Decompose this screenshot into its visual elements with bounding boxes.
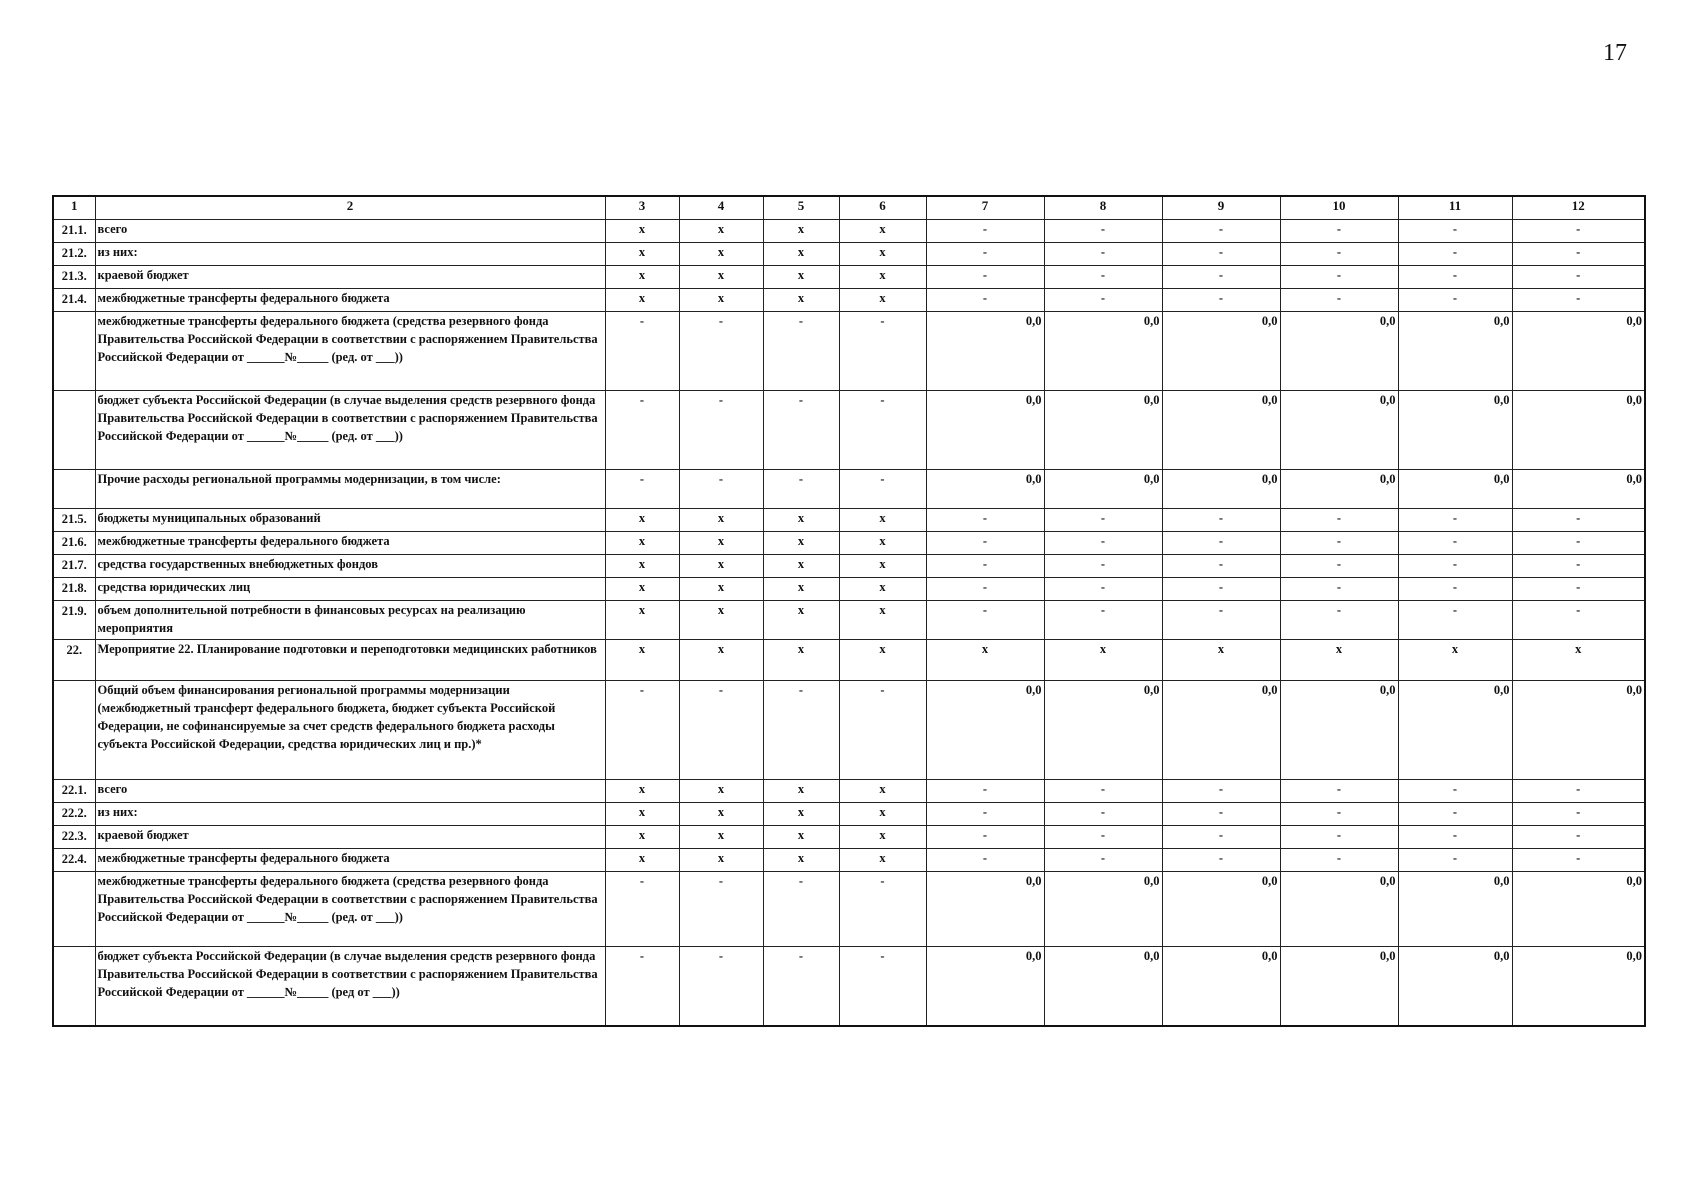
row-number xyxy=(53,470,95,509)
cell-col-12: - xyxy=(1512,803,1645,826)
cell-col-7: - xyxy=(926,243,1044,266)
table-row xyxy=(53,532,1645,555)
cell-col-6: x xyxy=(839,509,926,532)
cell-col-10: - xyxy=(1280,849,1398,872)
cell-col-5: x xyxy=(763,780,839,803)
cell-col-8: - xyxy=(1044,532,1162,555)
table-row xyxy=(53,555,1645,578)
cell-col-6: x xyxy=(839,243,926,266)
cell-col-8: - xyxy=(1044,266,1162,289)
cell-col-3: x xyxy=(605,640,679,681)
cell-col-12: 0,0 xyxy=(1512,681,1645,780)
table-row xyxy=(53,470,1645,509)
cell-col-12: - xyxy=(1512,532,1645,555)
row-number: 22.4. xyxy=(53,849,95,872)
cell-col-3: x xyxy=(605,220,679,243)
cell-col-12: 0,0 xyxy=(1512,312,1645,391)
cell-col-3: x xyxy=(605,803,679,826)
cell-col-7: - xyxy=(926,780,1044,803)
cell-col-3: x xyxy=(605,826,679,849)
cell-col-8: - xyxy=(1044,826,1162,849)
row-number: 22.3. xyxy=(53,826,95,849)
cell-col-3: x xyxy=(605,532,679,555)
cell-col-5: - xyxy=(763,470,839,509)
cell-col-7: - xyxy=(926,601,1044,640)
row-number: 21.5. xyxy=(53,509,95,532)
cell-col-10: - xyxy=(1280,555,1398,578)
row-description: краевой бюджет xyxy=(95,266,605,289)
row-number: 21.1. xyxy=(53,220,95,243)
cell-col-12: - xyxy=(1512,266,1645,289)
cell-col-4: x xyxy=(679,826,763,849)
cell-col-11: - xyxy=(1398,849,1512,872)
cell-col-6: x xyxy=(839,601,926,640)
cell-col-6: - xyxy=(839,470,926,509)
column-header: 3 xyxy=(605,196,679,220)
cell-col-10: - xyxy=(1280,289,1398,312)
cell-col-9: 0,0 xyxy=(1162,391,1280,470)
column-header: 2 xyxy=(95,196,605,220)
cell-col-5: - xyxy=(763,312,839,391)
cell-col-11: - xyxy=(1398,780,1512,803)
cell-col-10: - xyxy=(1280,532,1398,555)
cell-col-3: x xyxy=(605,578,679,601)
cell-col-6: - xyxy=(839,947,926,1027)
cell-col-12: - xyxy=(1512,826,1645,849)
cell-col-5: x xyxy=(763,532,839,555)
cell-col-9: - xyxy=(1162,532,1280,555)
row-number: 21.6. xyxy=(53,532,95,555)
cell-col-4: x xyxy=(679,578,763,601)
table-row xyxy=(53,640,1645,681)
cell-col-11: - xyxy=(1398,578,1512,601)
cell-col-12: - xyxy=(1512,220,1645,243)
cell-col-6: x xyxy=(839,555,926,578)
cell-col-10: - xyxy=(1280,220,1398,243)
cell-col-8: - xyxy=(1044,289,1162,312)
cell-col-7: 0,0 xyxy=(926,947,1044,1027)
cell-col-8: - xyxy=(1044,578,1162,601)
cell-col-3: x xyxy=(605,555,679,578)
cell-col-4: x xyxy=(679,780,763,803)
cell-col-3: - xyxy=(605,681,679,780)
cell-col-4: x xyxy=(679,509,763,532)
table-row xyxy=(53,849,1645,872)
cell-col-9: - xyxy=(1162,849,1280,872)
cell-col-3: x xyxy=(605,509,679,532)
table-row xyxy=(53,391,1645,470)
cell-col-6: x xyxy=(839,266,926,289)
cell-col-5: x xyxy=(763,266,839,289)
cell-col-11: 0,0 xyxy=(1398,872,1512,947)
row-number xyxy=(53,681,95,780)
cell-col-9: - xyxy=(1162,243,1280,266)
table-row xyxy=(53,266,1645,289)
cell-col-9: - xyxy=(1162,555,1280,578)
column-header: 1 xyxy=(53,196,95,220)
cell-col-8: - xyxy=(1044,601,1162,640)
cell-col-6: x xyxy=(839,532,926,555)
cell-col-8: - xyxy=(1044,243,1162,266)
table-row xyxy=(53,243,1645,266)
cell-col-4: - xyxy=(679,470,763,509)
row-description: из них: xyxy=(95,803,605,826)
cell-col-9: - xyxy=(1162,266,1280,289)
cell-col-3: x xyxy=(605,289,679,312)
cell-col-5: - xyxy=(763,391,839,470)
cell-col-10: - xyxy=(1280,578,1398,601)
cell-col-5: x xyxy=(763,640,839,681)
cell-col-4: x xyxy=(679,266,763,289)
cell-col-9: x xyxy=(1162,640,1280,681)
row-description: Мероприятие 22. Планирование подготовки и переподготовки медицинских работников xyxy=(95,640,605,681)
cell-col-3: x xyxy=(605,780,679,803)
cell-col-8: 0,0 xyxy=(1044,681,1162,780)
cell-col-5: - xyxy=(763,872,839,947)
cell-col-7: - xyxy=(926,803,1044,826)
cell-col-5: x xyxy=(763,243,839,266)
row-description: средства юридических лиц xyxy=(95,578,605,601)
row-number: 21.2. xyxy=(53,243,95,266)
row-description: межбюджетные трансферты федерального бюджета (средства резервного фонда Правительства Российской Федерации в соответствии с распоряжением Правительства Российской Федерации от ______№_____ (ред. от ___)) xyxy=(95,312,605,391)
cell-col-10: - xyxy=(1280,780,1398,803)
row-description: всего xyxy=(95,780,605,803)
cell-col-8: 0,0 xyxy=(1044,947,1162,1027)
cell-col-7: 0,0 xyxy=(926,391,1044,470)
cell-col-8: - xyxy=(1044,803,1162,826)
cell-col-3: x xyxy=(605,243,679,266)
row-number xyxy=(53,312,95,391)
cell-col-5: x xyxy=(763,289,839,312)
cell-col-12: - xyxy=(1512,849,1645,872)
cell-col-11: - xyxy=(1398,826,1512,849)
table-row xyxy=(53,947,1645,1027)
table-row xyxy=(53,601,1645,640)
cell-col-10: 0,0 xyxy=(1280,681,1398,780)
cell-col-12: - xyxy=(1512,289,1645,312)
cell-col-6: x xyxy=(839,849,926,872)
cell-col-4: - xyxy=(679,681,763,780)
row-description: краевой бюджет xyxy=(95,826,605,849)
cell-col-4: x xyxy=(679,555,763,578)
cell-col-11: - xyxy=(1398,243,1512,266)
table-row xyxy=(53,826,1645,849)
cell-col-3: - xyxy=(605,312,679,391)
cell-col-9: 0,0 xyxy=(1162,872,1280,947)
cell-col-7: 0,0 xyxy=(926,312,1044,391)
cell-col-11: - xyxy=(1398,220,1512,243)
cell-col-6: - xyxy=(839,872,926,947)
cell-col-9: - xyxy=(1162,509,1280,532)
table-row xyxy=(53,681,1645,780)
cell-col-4: x xyxy=(679,640,763,681)
cell-col-9: - xyxy=(1162,780,1280,803)
row-description: бюджет субъекта Российской Федерации (в случае выделения средств резервного фонда Правительства Российской Федерации в соответствии с распоряжением Правительства Российской Федерации от ______№_____ (ред от ___)) xyxy=(95,947,605,1027)
cell-col-10: 0,0 xyxy=(1280,947,1398,1027)
row-number xyxy=(53,391,95,470)
cell-col-12: - xyxy=(1512,780,1645,803)
cell-col-12: - xyxy=(1512,578,1645,601)
table-row xyxy=(53,578,1645,601)
cell-col-7: - xyxy=(926,849,1044,872)
cell-col-3: - xyxy=(605,470,679,509)
row-description: бюджет субъекта Российской Федерации (в случае выделения средств резервного фонда Правительства Российской Федерации в соответствии с распоряжением Правительства Российской Федерации от ______№_____ (ред. от ___)) xyxy=(95,391,605,470)
cell-col-7: - xyxy=(926,266,1044,289)
cell-col-4: - xyxy=(679,391,763,470)
cell-col-12: - xyxy=(1512,601,1645,640)
cell-col-11: - xyxy=(1398,803,1512,826)
cell-col-4: x xyxy=(679,849,763,872)
cell-col-3: x xyxy=(605,266,679,289)
cell-col-7: - xyxy=(926,578,1044,601)
cell-col-8: 0,0 xyxy=(1044,391,1162,470)
cell-col-4: - xyxy=(679,947,763,1027)
table-row xyxy=(53,509,1645,532)
cell-col-9: - xyxy=(1162,826,1280,849)
cell-col-10: 0,0 xyxy=(1280,470,1398,509)
table-row xyxy=(53,872,1645,947)
row-number: 21.3. xyxy=(53,266,95,289)
cell-col-8: - xyxy=(1044,509,1162,532)
cell-col-8: 0,0 xyxy=(1044,312,1162,391)
row-description: объем дополнительной потребности в финансовых ресурсах на реализацию мероприятия xyxy=(95,601,605,640)
cell-col-7: - xyxy=(926,509,1044,532)
page-number: 17 xyxy=(1603,40,1627,66)
cell-col-7: - xyxy=(926,289,1044,312)
column-header: 11 xyxy=(1398,196,1512,220)
cell-col-9: - xyxy=(1162,803,1280,826)
cell-col-6: x xyxy=(839,289,926,312)
cell-col-11: x xyxy=(1398,640,1512,681)
row-description: Общий объем финансирования региональной программы модернизации (межбюджетный трансферт федерального бюджета, бюджет субъекта Российской Федерации, не софинансируемые за счет средств федерального бюджета расходы субъекта Российской Федерации, средства юридических лиц и пр.)* xyxy=(95,681,605,780)
cell-col-9: - xyxy=(1162,220,1280,243)
column-header: 8 xyxy=(1044,196,1162,220)
cell-col-5: x xyxy=(763,803,839,826)
column-header: 4 xyxy=(679,196,763,220)
cell-col-11: 0,0 xyxy=(1398,681,1512,780)
cell-col-3: x xyxy=(605,849,679,872)
cell-col-3: x xyxy=(605,601,679,640)
cell-col-10: - xyxy=(1280,803,1398,826)
row-number: 21.4. xyxy=(53,289,95,312)
cell-col-12: 0,0 xyxy=(1512,872,1645,947)
cell-col-12: - xyxy=(1512,555,1645,578)
cell-col-4: x xyxy=(679,532,763,555)
row-number xyxy=(53,947,95,1027)
cell-col-5: x xyxy=(763,826,839,849)
column-header: 10 xyxy=(1280,196,1398,220)
cell-col-7: - xyxy=(926,532,1044,555)
cell-col-12: - xyxy=(1512,243,1645,266)
budget-table-container xyxy=(52,195,1644,1027)
column-header: 12 xyxy=(1512,196,1645,220)
cell-col-12: 0,0 xyxy=(1512,391,1645,470)
row-number: 22.1. xyxy=(53,780,95,803)
column-header: 7 xyxy=(926,196,1044,220)
cell-col-5: x xyxy=(763,578,839,601)
cell-col-7: 0,0 xyxy=(926,681,1044,780)
cell-col-5: x xyxy=(763,555,839,578)
cell-col-12: x xyxy=(1512,640,1645,681)
cell-col-6: x xyxy=(839,826,926,849)
cell-col-6: x xyxy=(839,220,926,243)
row-description: всего xyxy=(95,220,605,243)
cell-col-3: - xyxy=(605,947,679,1027)
table-row xyxy=(53,289,1645,312)
cell-col-10: 0,0 xyxy=(1280,391,1398,470)
cell-col-10: 0,0 xyxy=(1280,312,1398,391)
cell-col-10: - xyxy=(1280,266,1398,289)
budget-table xyxy=(52,195,1646,1027)
table-row xyxy=(53,220,1645,243)
cell-col-9: 0,0 xyxy=(1162,681,1280,780)
cell-col-11: 0,0 xyxy=(1398,312,1512,391)
row-description: межбюджетные трансферты федерального бюджета xyxy=(95,289,605,312)
cell-col-6: x xyxy=(839,780,926,803)
table-row xyxy=(53,312,1645,391)
table-row xyxy=(53,780,1645,803)
cell-col-11: - xyxy=(1398,532,1512,555)
row-description: Прочие расходы региональной программы модернизации, в том числе: xyxy=(95,470,605,509)
cell-col-7: - xyxy=(926,826,1044,849)
cell-col-4: x xyxy=(679,601,763,640)
cell-col-4: x xyxy=(679,243,763,266)
cell-col-8: - xyxy=(1044,555,1162,578)
row-number: 22.2. xyxy=(53,803,95,826)
cell-col-11: - xyxy=(1398,509,1512,532)
table-row xyxy=(53,803,1645,826)
cell-col-3: - xyxy=(605,872,679,947)
cell-col-8: - xyxy=(1044,220,1162,243)
cell-col-4: x xyxy=(679,220,763,243)
cell-col-6: x xyxy=(839,803,926,826)
cell-col-11: - xyxy=(1398,266,1512,289)
cell-col-8: 0,0 xyxy=(1044,470,1162,509)
cell-col-5: x xyxy=(763,220,839,243)
cell-col-9: - xyxy=(1162,601,1280,640)
row-description: из них: xyxy=(95,243,605,266)
row-description: бюджеты муниципальных образований xyxy=(95,509,605,532)
cell-col-10: - xyxy=(1280,601,1398,640)
cell-col-6: - xyxy=(839,312,926,391)
cell-col-9: 0,0 xyxy=(1162,947,1280,1027)
cell-col-9: 0,0 xyxy=(1162,470,1280,509)
row-description: межбюджетные трансферты федерального бюджета xyxy=(95,849,605,872)
cell-col-9: - xyxy=(1162,289,1280,312)
cell-col-7: x xyxy=(926,640,1044,681)
cell-col-8: 0,0 xyxy=(1044,872,1162,947)
cell-col-9: - xyxy=(1162,578,1280,601)
cell-col-8: - xyxy=(1044,849,1162,872)
cell-col-7: 0,0 xyxy=(926,872,1044,947)
row-description: средства государственных внебюджетных фондов xyxy=(95,555,605,578)
cell-col-11: 0,0 xyxy=(1398,947,1512,1027)
cell-col-9: 0,0 xyxy=(1162,312,1280,391)
cell-col-11: - xyxy=(1398,289,1512,312)
cell-col-3: - xyxy=(605,391,679,470)
cell-col-11: - xyxy=(1398,555,1512,578)
cell-col-4: x xyxy=(679,289,763,312)
cell-col-10: - xyxy=(1280,826,1398,849)
column-header: 5 xyxy=(763,196,839,220)
row-number xyxy=(53,872,95,947)
cell-col-5: x xyxy=(763,509,839,532)
cell-col-5: - xyxy=(763,681,839,780)
cell-col-11: 0,0 xyxy=(1398,470,1512,509)
row-number: 21.9. xyxy=(53,601,95,640)
cell-col-6: x xyxy=(839,640,926,681)
cell-col-11: 0,0 xyxy=(1398,391,1512,470)
column-header: 6 xyxy=(839,196,926,220)
cell-col-12: - xyxy=(1512,509,1645,532)
row-number: 21.7. xyxy=(53,555,95,578)
cell-col-4: - xyxy=(679,312,763,391)
cell-col-10: - xyxy=(1280,243,1398,266)
cell-col-10: x xyxy=(1280,640,1398,681)
table-body xyxy=(53,196,1645,1026)
column-header: 9 xyxy=(1162,196,1280,220)
row-number: 22. xyxy=(53,640,95,681)
cell-col-11: - xyxy=(1398,601,1512,640)
cell-col-5: - xyxy=(763,947,839,1027)
row-number: 21.8. xyxy=(53,578,95,601)
cell-col-10: - xyxy=(1280,509,1398,532)
cell-col-4: x xyxy=(679,803,763,826)
cell-col-6: - xyxy=(839,681,926,780)
row-description: межбюджетные трансферты федерального бюджета xyxy=(95,532,605,555)
cell-col-5: x xyxy=(763,849,839,872)
cell-col-6: - xyxy=(839,391,926,470)
cell-col-4: - xyxy=(679,872,763,947)
cell-col-7: 0,0 xyxy=(926,470,1044,509)
header-row xyxy=(53,196,1645,220)
cell-col-6: x xyxy=(839,578,926,601)
cell-col-12: 0,0 xyxy=(1512,947,1645,1027)
cell-col-8: x xyxy=(1044,640,1162,681)
cell-col-7: - xyxy=(926,555,1044,578)
cell-col-8: - xyxy=(1044,780,1162,803)
cell-col-12: 0,0 xyxy=(1512,470,1645,509)
cell-col-5: x xyxy=(763,601,839,640)
row-description: межбюджетные трансферты федерального бюджета (средства резервного фонда Правительства Российской Федерации в соответствии с распоряжением Правительства Российской Федерации от ______№_____ (ред. от ___)) xyxy=(95,872,605,947)
cell-col-10: 0,0 xyxy=(1280,872,1398,947)
cell-col-7: - xyxy=(926,220,1044,243)
